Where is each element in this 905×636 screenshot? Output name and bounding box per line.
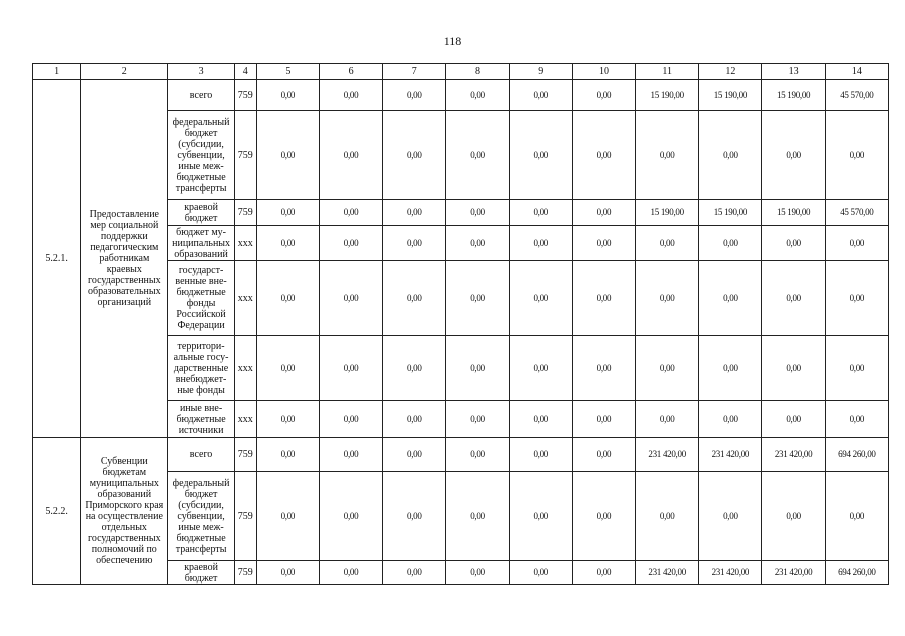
amount-cell: 0,00 xyxy=(319,261,382,336)
amount-cell: 0,00 xyxy=(509,226,572,261)
amount-cell: 0,00 xyxy=(509,111,572,200)
funding-source: всего xyxy=(168,80,234,111)
amount-cell: 0,00 xyxy=(509,438,572,472)
amount-cell: 45 570,00 xyxy=(825,200,888,226)
amount-cell: 0,00 xyxy=(256,200,319,226)
amount-cell: 0,00 xyxy=(509,561,572,585)
funding-source: государст-венные вне-бюджетные фонды Российской Федерации xyxy=(168,261,234,336)
grbs-code: xxx xyxy=(234,226,256,261)
amount-cell: 0,00 xyxy=(509,472,572,561)
amount-cell: 15 190,00 xyxy=(762,200,825,226)
header-cell: 13 xyxy=(762,64,825,80)
grbs-code: 759 xyxy=(234,472,256,561)
amount-cell: 0,00 xyxy=(383,401,446,438)
amount-cell: 0,00 xyxy=(636,336,699,401)
header-cell: 1 xyxy=(33,64,81,80)
amount-cell: 0,00 xyxy=(446,226,509,261)
amount-cell: 0,00 xyxy=(509,80,572,111)
amount-cell: 0,00 xyxy=(572,336,635,401)
amount-cell: 0,00 xyxy=(572,111,635,200)
page-number: 118 xyxy=(443,34,462,48)
amount-cell: 0,00 xyxy=(572,261,635,336)
amount-cell: 0,00 xyxy=(572,80,635,111)
amount-cell: 45 570,00 xyxy=(825,80,888,111)
header-cell: 4 xyxy=(234,64,256,80)
amount-cell: 0,00 xyxy=(825,401,888,438)
amount-cell: 0,00 xyxy=(699,226,762,261)
amount-cell: 0,00 xyxy=(699,336,762,401)
funding-source: бюджет му-ниципальных образований xyxy=(168,226,234,261)
funding-source: краевой бюджет xyxy=(168,200,234,226)
amount-cell: 0,00 xyxy=(699,261,762,336)
amount-cell: 0,00 xyxy=(256,111,319,200)
grbs-code: xxx xyxy=(234,261,256,336)
amount-cell: 0,00 xyxy=(509,336,572,401)
amount-cell: 0,00 xyxy=(825,226,888,261)
amount-cell: 0,00 xyxy=(319,111,382,200)
amount-cell: 0,00 xyxy=(699,401,762,438)
amount-cell: 0,00 xyxy=(256,401,319,438)
amount-cell: 0,00 xyxy=(825,261,888,336)
amount-cell: 0,00 xyxy=(636,261,699,336)
amount-cell: 0,00 xyxy=(762,472,825,561)
amount-cell: 0,00 xyxy=(572,226,635,261)
amount-cell: 0,00 xyxy=(446,200,509,226)
amount-cell: 0,00 xyxy=(699,472,762,561)
table-row xyxy=(33,80,889,111)
amount-cell: 0,00 xyxy=(572,200,635,226)
amount-cell: 0,00 xyxy=(319,200,382,226)
grbs-code: 759 xyxy=(234,111,256,200)
amount-cell: 0,00 xyxy=(446,80,509,111)
amount-cell: 0,00 xyxy=(256,561,319,585)
amount-cell: 231 420,00 xyxy=(762,438,825,472)
header-cell: 3 xyxy=(168,64,234,80)
grbs-code: 759 xyxy=(234,561,256,585)
amount-cell: 0,00 xyxy=(319,226,382,261)
amount-cell: 0,00 xyxy=(319,80,382,111)
amount-cell: 0,00 xyxy=(446,261,509,336)
item-code: 5.2.2. xyxy=(33,438,81,585)
header-cell: 6 xyxy=(319,64,382,80)
amount-cell: 231 420,00 xyxy=(762,561,825,585)
item-name: Предоставление мер социальной поддержки педагогическим работникам краевых государственных образовательных организаций xyxy=(81,80,168,438)
amount-cell: 0,00 xyxy=(319,401,382,438)
amount-cell: 0,00 xyxy=(256,80,319,111)
amount-cell: 0,00 xyxy=(509,401,572,438)
amount-cell: 0,00 xyxy=(762,226,825,261)
grbs-code: xxx xyxy=(234,336,256,401)
header-cell: 11 xyxy=(636,64,699,80)
amount-cell: 0,00 xyxy=(699,111,762,200)
amount-cell: 0,00 xyxy=(446,111,509,200)
amount-cell: 0,00 xyxy=(383,111,446,200)
amount-cell: 0,00 xyxy=(446,336,509,401)
amount-cell: 0,00 xyxy=(509,261,572,336)
amount-cell: 231 420,00 xyxy=(636,438,699,472)
amount-cell: 231 420,00 xyxy=(699,438,762,472)
amount-cell: 0,00 xyxy=(446,472,509,561)
amount-cell: 0,00 xyxy=(572,561,635,585)
amount-cell: 0,00 xyxy=(825,472,888,561)
amount-cell: 0,00 xyxy=(383,336,446,401)
amount-cell: 231 420,00 xyxy=(636,561,699,585)
amount-cell: 0,00 xyxy=(825,111,888,200)
header-cell: 12 xyxy=(699,64,762,80)
amount-cell: 0,00 xyxy=(383,226,446,261)
header-cell: 10 xyxy=(572,64,635,80)
funding-source: иные вне-бюджетные источники xyxy=(168,401,234,438)
header-cell: 2 xyxy=(81,64,168,80)
funding-source: федеральный бюджет (субсидии, субвенции, иные меж-бюджетные трансферты xyxy=(168,111,234,200)
amount-cell: 15 190,00 xyxy=(636,80,699,111)
amount-cell: 0,00 xyxy=(383,472,446,561)
grbs-code: 759 xyxy=(234,438,256,472)
amount-cell: 0,00 xyxy=(383,200,446,226)
header-cell: 5 xyxy=(256,64,319,80)
amount-cell: 0,00 xyxy=(509,200,572,226)
funding-source: территори-альные госу-дарственные внебюджет-ные фонды xyxy=(168,336,234,401)
header-cell: 9 xyxy=(509,64,572,80)
funding-source: всего xyxy=(168,438,234,472)
funding-source: краевой бюджет xyxy=(168,561,234,585)
grbs-code: xxx xyxy=(234,401,256,438)
amount-cell: 0,00 xyxy=(762,336,825,401)
funding-source: федеральный бюджет (субсидии, субвенции, иные меж-бюджетные трансферты xyxy=(168,472,234,561)
budget-table xyxy=(32,63,889,585)
amount-cell: 0,00 xyxy=(319,336,382,401)
amount-cell: 0,00 xyxy=(256,261,319,336)
item-code: 5.2.1. xyxy=(33,80,81,438)
amount-cell: 0,00 xyxy=(762,111,825,200)
amount-cell: 0,00 xyxy=(383,561,446,585)
item-name: Субвенции бюджетам муниципальных образований Приморского края на осуществление отдельных государственных полномочий по обеспечению xyxy=(81,438,168,585)
amount-cell: 0,00 xyxy=(319,438,382,472)
amount-cell: 694 260,00 xyxy=(825,438,888,472)
amount-cell: 15 190,00 xyxy=(762,80,825,111)
amount-cell: 0,00 xyxy=(572,401,635,438)
grbs-code: 759 xyxy=(234,200,256,226)
amount-cell: 0,00 xyxy=(446,438,509,472)
amount-cell: 0,00 xyxy=(383,438,446,472)
amount-cell: 0,00 xyxy=(446,401,509,438)
amount-cell: 0,00 xyxy=(572,472,635,561)
amount-cell: 0,00 xyxy=(636,226,699,261)
header-cell: 8 xyxy=(446,64,509,80)
amount-cell: 0,00 xyxy=(319,561,382,585)
amount-cell: 0,00 xyxy=(319,472,382,561)
amount-cell: 0,00 xyxy=(256,336,319,401)
amount-cell: 0,00 xyxy=(636,401,699,438)
table-row xyxy=(33,438,889,472)
header-cell: 7 xyxy=(383,64,446,80)
amount-cell: 0,00 xyxy=(383,261,446,336)
amount-cell: 15 190,00 xyxy=(699,80,762,111)
amount-cell: 15 190,00 xyxy=(636,200,699,226)
amount-cell: 0,00 xyxy=(636,111,699,200)
header-row xyxy=(33,64,889,80)
amount-cell: 0,00 xyxy=(383,80,446,111)
amount-cell: 15 190,00 xyxy=(699,200,762,226)
amount-cell: 0,00 xyxy=(256,438,319,472)
amount-cell: 694 260,00 xyxy=(825,561,888,585)
amount-cell: 0,00 xyxy=(256,226,319,261)
amount-cell: 0,00 xyxy=(572,438,635,472)
header-cell: 14 xyxy=(825,64,888,80)
grbs-code: 759 xyxy=(234,80,256,111)
amount-cell: 231 420,00 xyxy=(699,561,762,585)
amount-cell: 0,00 xyxy=(256,472,319,561)
amount-cell: 0,00 xyxy=(762,261,825,336)
amount-cell: 0,00 xyxy=(446,561,509,585)
amount-cell: 0,00 xyxy=(762,401,825,438)
amount-cell: 0,00 xyxy=(825,336,888,401)
amount-cell: 0,00 xyxy=(636,472,699,561)
